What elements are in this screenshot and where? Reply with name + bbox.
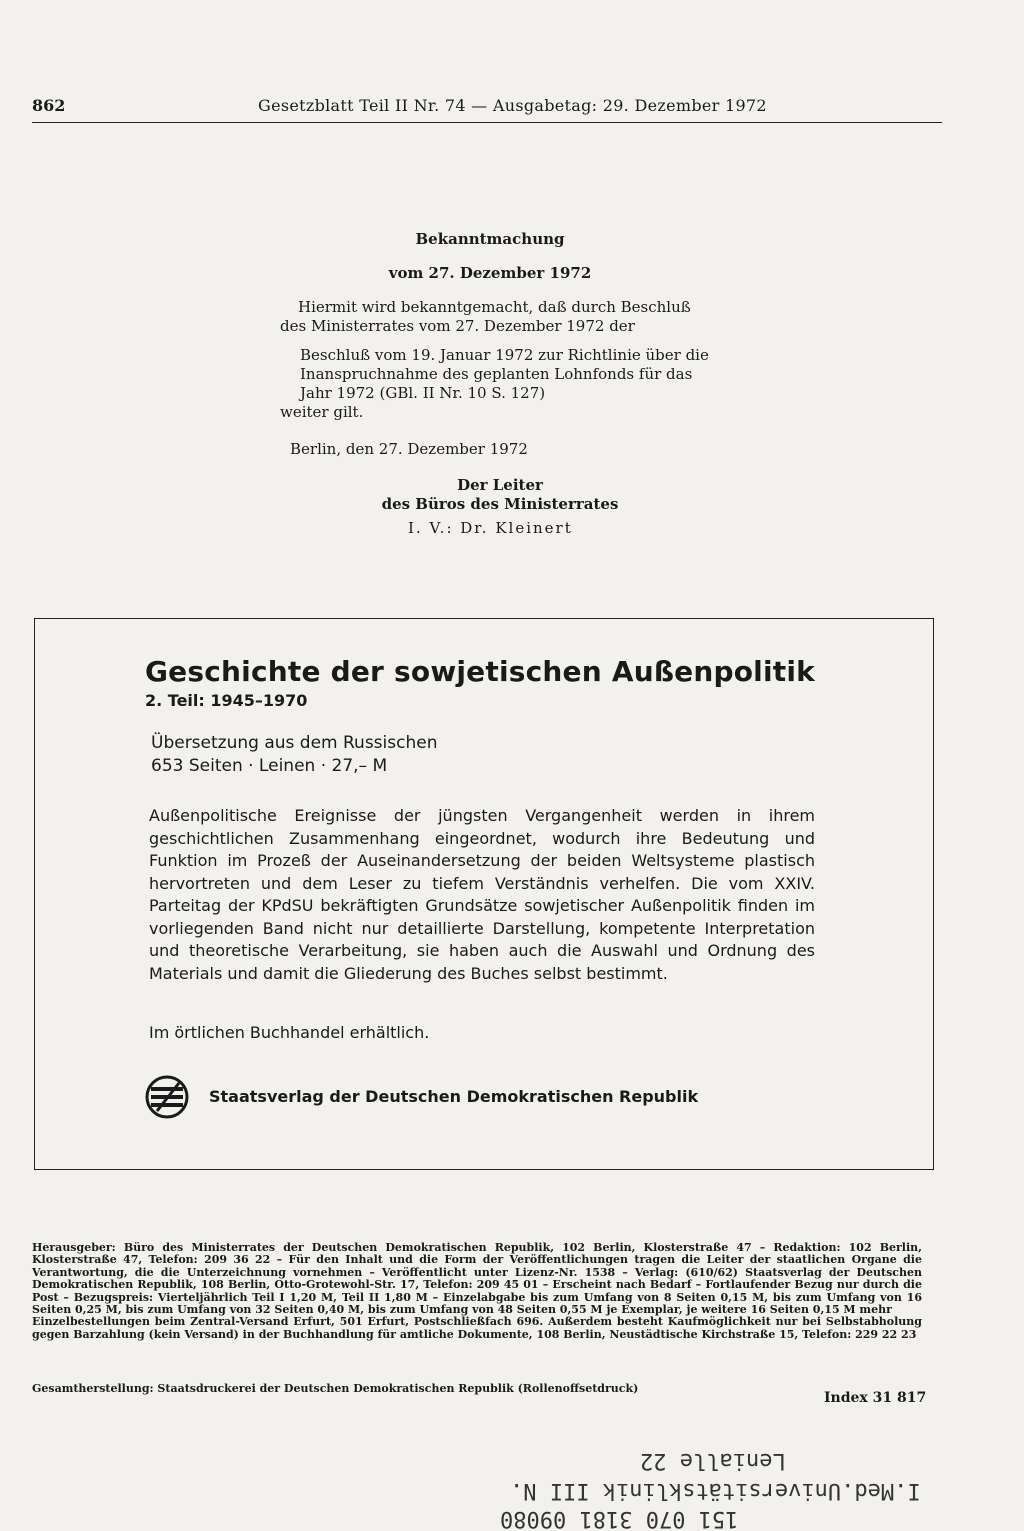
ad-translation-note: Übersetzung aus dem Russischen <box>151 733 438 753</box>
imprint-printer: Gesamtherstellung: Staatsdruckerei der Deutschen Demokratischen Republik (Rollenoffsetdruck) <box>32 1382 639 1395</box>
ad-availability: Im örtlichen Buchhandel erhältlich. <box>149 1023 430 1042</box>
notice-quote-line1: Beschluß vom 19. Januar 1972 zur Richtlinie über die <box>300 346 709 364</box>
library-stamp <box>500 1448 1000 1530</box>
imprint <box>32 1242 922 1341</box>
publisher-logo-icon <box>145 1075 189 1119</box>
header-title: Gesetzblatt Teil II Nr. 74 — Ausgabetag: 29. Dezember 1972 <box>258 96 767 115</box>
signature-name: I. V.: Dr. Kleinert <box>408 519 573 537</box>
ad-title: Geschichte der sowjetischen Außenpolitik <box>145 655 815 688</box>
page-number: 862 <box>32 96 66 115</box>
ad-book-details: 653 Seiten · Leinen · 27,– M <box>151 756 388 776</box>
signature-role2: des Büros des Ministerrates <box>381 495 619 513</box>
imprint-line: Herausgeber: Büro des Ministerrates der Deutschen Demokratischen Republik, 102 Berlin, Klosterstraße 47 – Redaktion: 102 Berlin, Klosterstraße 47, Telefon: 209 36 22 – Für den Inhalt und die Form der Veröffentlichungen tragen die Leiter der staatlichen Organe die Verantwortung, die die Unterzeichnung vornehmen – Veröffentlicht unter Lizenz-Nr. 1538 – Verlag: (610/62) Staatsverlag der Deutschen Demokratischen Republik, 108 Berlin, Otto-Grotewohl-Str. 17, Telefon: 209 45 01 – Erscheint nach Bedarf – Fortlaufender Bezug nur durch die Post – Bezugspreis: Vierteljährlich Teil I 1,20 M, Teil II 1,80 M – Einzelabgabe bis zum Umfang von 8 Seiten 0,15 M, bis zum Umfang von 16 Seiten 0,25 M, bis zum Umfang von 32 Seiten 0,40 M, bis zum Umfang von 48 Seiten 0,55 M je Exemplar, je weitere 16 Seiten 0,15 M mehr <box>32 1241 922 1317</box>
notice-intro-line1: Hiermit wird bekanntgemacht, daß durch Beschluß <box>298 298 691 316</box>
stamp-line: 151 070 3181 09080 <box>500 1506 739 1531</box>
ad-publisher: Staatsverlag der Deutschen Demokratischen Republik <box>209 1087 699 1106</box>
signature-role1: Der Leiter <box>457 476 543 494</box>
notice-intro-line2: des Ministerrates vom 27. Dezember 1972 der <box>280 317 635 335</box>
notice-quote-line2: Inanspruchnahme des geplanten Lohnfonds für das <box>300 365 693 383</box>
stamp-line: Lenialle 22 <box>640 1448 786 1473</box>
advertisement-box <box>34 618 934 1170</box>
index-number: Index 31 817 <box>824 1390 927 1406</box>
notice-heading: Bekanntmachung <box>415 230 565 248</box>
notice-place-date: Berlin, den 27. Dezember 1972 <box>290 440 528 458</box>
notice-quote-line3: Jahr 1972 (GBl. II Nr. 10 S. 127) <box>300 384 546 402</box>
header-rule <box>32 122 942 123</box>
notice-closing: weiter gilt. <box>280 403 364 421</box>
ad-subtitle: 2. Teil: 1945–1970 <box>145 691 308 710</box>
notice-date: vom 27. Dezember 1972 <box>388 264 592 282</box>
ad-body-text: Außenpolitische Ereignisse der jüngsten Vergangenheit werden in ihrem geschichtlichen Zusammenhang eingeordnet, wodurch ihre Bedeutung und Funktion im Prozeß der Auseinandersetzung der beiden Weltsysteme plastisch hervortreten und dem Leser zu tiefem Verständnis verhelfen. Die vom XXIV. Parteitag der KPdSU bekräftigten Grundsätze sowjetischer Außenpolitik finden im vorliegenden Band nicht nur detaillierte Darstellung, kompetente Interpretation und theoretische Verarbeitung, sie haben auch die Auswahl und Ordnung des Materials und damit die Gliederung des Buches selbst bestimmt. <box>149 806 815 983</box>
imprint-line: Einzelbestellungen beim Zentral-Versand Erfurt, 501 Erfurt, Postschließfach 696. Außerdem besteht Kaufmöglichkeit nur bei Selbstabholung gegen Barzahlung (kein Versand) in der Buchhandlung für amtliche Dokumente, 108 Berlin, Neustädtische Kirchstraße 15, Telefon: 229 22 23 <box>32 1315 922 1341</box>
stamp-line: I.Med.Universitätsklinik III N. <box>510 1478 921 1503</box>
